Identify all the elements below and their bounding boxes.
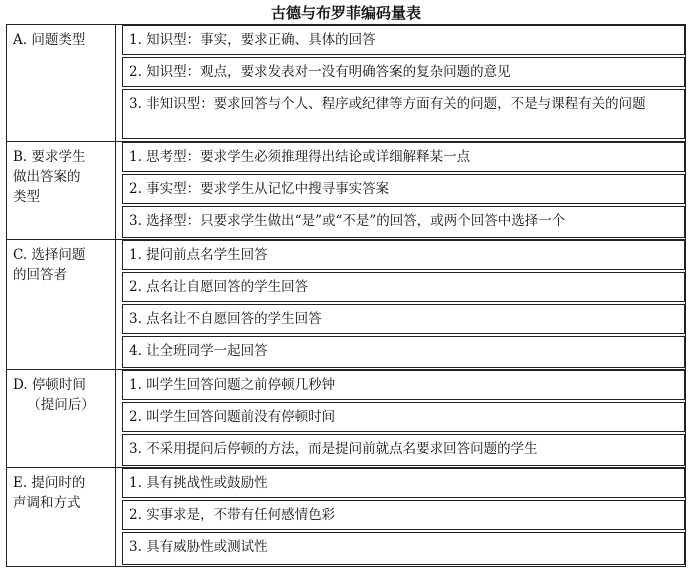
table-row: 2. 实事求是，不带有任何感情色彩 [122,500,685,530]
table-row: 1. 提问前点名学生回答 [122,240,685,270]
table-row: 3. 具有威胁性或测试性 [122,532,685,565]
group-question-type [7,25,685,141]
item-list [116,142,685,240]
table-row: 2. 点名让自愿回答的学生回答 [122,272,685,302]
category-line: 类型 [13,189,40,205]
item-list [116,468,685,567]
coding-scale-table [6,24,686,567]
category-line: 做出答案的 [13,169,81,185]
table-row: 3. 非知识型：要求回答与个人、程序或纪律等方面有关的问题，不是与课程有关的问题 [122,89,685,139]
category-label [7,370,116,468]
category-line: D. 停顿时间 [13,377,86,393]
table-row: 2. 事实型：要求学生从记忆中搜寻事实答案 [122,174,685,204]
category-line: （提问后） [27,397,95,413]
category-line: 声调和方式 [13,495,81,511]
table-row: 3. 点名让不自愿回答的学生回答 [122,304,685,334]
item-list [116,370,685,468]
item-list [116,240,685,370]
group-answer-type [7,141,685,240]
group-respondent-selection [7,239,685,370]
table-row: 1. 知识型：事实，要求正确、具体的回答 [122,25,685,55]
category-line: 的回答者 [13,267,67,283]
group-wait-time [7,369,685,468]
category-label [7,240,116,370]
table-row: 1. 思考型：要求学生必须推理得出结论或详细解释某一点 [122,142,685,172]
table-row: 1. 具有挑战性或鼓励性 [122,468,685,498]
category-line: A. 问题类型 [13,32,86,48]
table-row: 3. 选择型：只要求学生做出“是”或“不是”的回答，或两个回答中选择一个 [122,206,685,238]
table-row: 2. 知识型：观点，要求发表对一没有明确答案的复杂问题的意见 [122,57,685,87]
category-line: E. 提问时的 [13,475,86,491]
category-line: B. 要求学生 [13,149,86,165]
table-row: 3. 不采用提问后停顿的方法，而是提问前就点名要求回答问题的学生 [122,434,685,466]
category-label [7,142,116,240]
item-list [116,25,685,141]
table-row: 1. 叫学生回答问题之前停顿几秒钟 [122,370,685,400]
table-title: 古德与布罗菲编码量表 [270,4,421,22]
category-label [7,468,116,567]
table-row: 2. 叫学生回答问题前没有停顿时间 [122,402,685,432]
group-tone-and-manner [7,467,685,567]
table-row: 4. 让全班同学一起回答 [122,336,685,368]
category-label [7,25,116,141]
category-line: C. 选择问题 [13,247,86,263]
